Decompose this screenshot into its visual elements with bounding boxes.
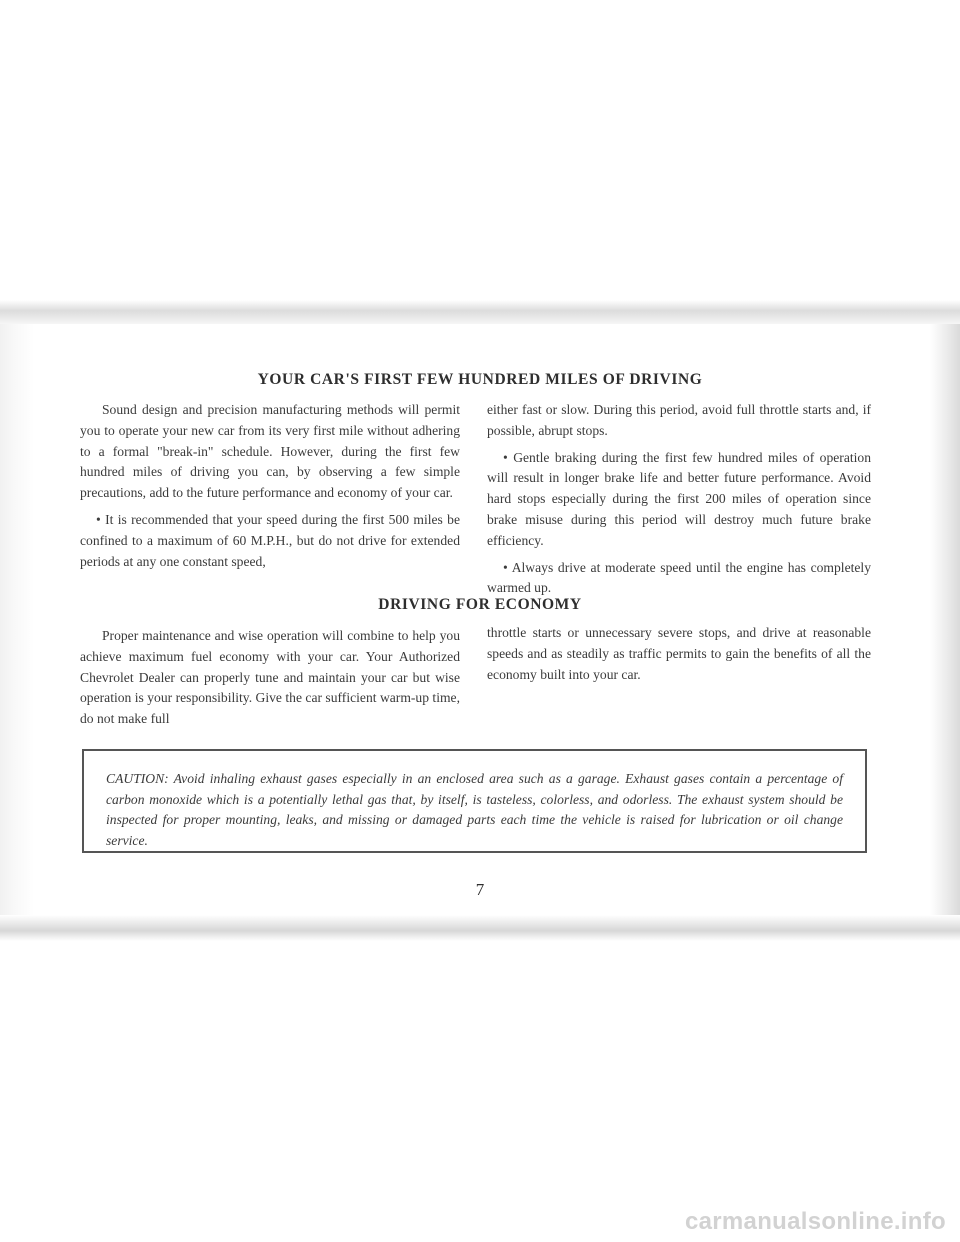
section-heading-first-miles: YOUR CAR'S FIRST FEW HUNDRED MILES OF DRIVING <box>257 371 703 388</box>
economy-right-column <box>487 623 871 691</box>
first-miles-right-column <box>487 400 871 605</box>
bullet-speed: • It is recommended that your speed during the first 500 miles be confined to a maximum of 60 M.P.H., but do not drive for extended periods at any one constant speed, <box>80 511 460 569</box>
paragraph-economy: Proper maintenance and wise operation will combine to help you achieve maximum fuel economy with your car. Your Authorized Chevrolet Dealer can properly tune and maintain your car but wise operation is your responsibility. Give the car sufficient warm-up time, do not make full <box>80 628 460 727</box>
economy-left-column <box>80 626 460 736</box>
bullet-warm-up: • Always drive at moderate speed until the engine has completely warmed up. <box>487 559 871 596</box>
caution-text: CAUTION: Avoid inhaling exhaust gases especially in an enclosed area such as a garage. Exhaust gases contain a percentage of carbon monoxide which is a potentially lethal gas that, by itself, is tasteless, colorless, and odorless. The exhaust system should be inspected for proper mounting, leaks, and missing or damaged parts each time the vehicle is raised for lubrication or oil change service. <box>106 771 843 848</box>
section-heading-economy: DRIVING FOR ECONOMY <box>378 596 582 613</box>
page-number: 7 <box>475 880 485 899</box>
first-miles-left-column <box>80 400 460 578</box>
paragraph-intro: Sound design and precision manufacturing methods will permit you to operate your new car from its very first mile without adhering to a formal "break-in" schedule. However, during the first few hundred miles of driving you can, by observing a few simple precautions, add to the future performance and economy of your car. <box>80 402 460 501</box>
caution-box <box>82 749 867 853</box>
watermark: carmanualsonline.info <box>684 1208 946 1235</box>
paragraph-economy-continuation: throttle starts or unnecessary severe stops, and drive at reasonable speeds and as steadily as traffic permits to gain the benefits of all the economy built into your car. <box>487 625 871 682</box>
paragraph-continuation: either fast or slow. During this period, avoid full throttle starts and, if possible, abrupt stops. <box>487 402 871 438</box>
bullet-braking: • Gentle braking during the first few hundred miles of operation will result in longer brake life and better future performance. Avoid hard stops especially during the first 200 miles of operation since brake misuse during this period will destroy much future brake efficiency. <box>487 449 871 548</box>
